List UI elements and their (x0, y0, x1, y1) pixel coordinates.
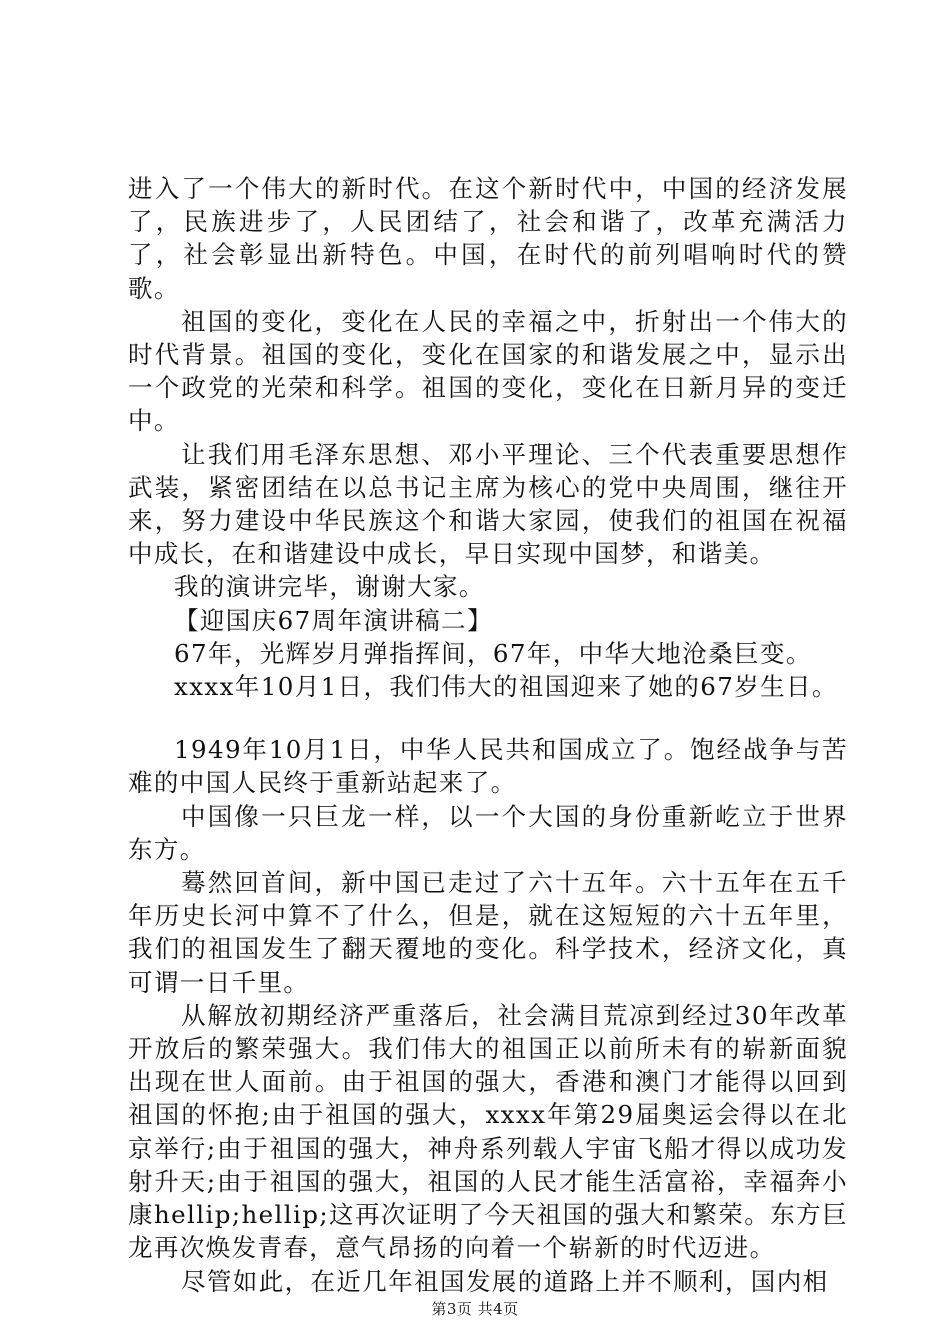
section-heading: 【迎国庆67周年演讲稿二】 (174, 605, 493, 635)
paragraph-continuation: 尽管如此，在近几年祖国发展的道路上并不顺利，国内相 (181, 1266, 829, 1296)
paragraph-call-to-action: 让我们用毛泽东思想、邓小平理论、三个代表重要思想作武装，紧密团结在以总书记主席为核心的党中央周围，继往开来，努力建设中华民族这个和谐大家园，使我们的祖国在祝福中成长，在和谐建设中成长，早日实现中国梦，和谐美。 (128, 439, 848, 569)
page-number-footer: 第3页 共4页 (431, 1300, 519, 1318)
paragraph-dragon: 中国像一只巨龙一样，以一个大国的身份重新屹立于世界东方。 (128, 801, 848, 864)
document-body (128, 172, 848, 1298)
paragraph-67-years: 67年，光辉岁月弹指挥间，67年，中华大地沧桑巨变。 (174, 638, 812, 668)
paragraph-reform: 从解放初期经济严重落后，社会满目荒凉到经过30年改革开放后的繁荣强大。我们伟大的祖国正以前所未有的崭新面貌出现在世人面前。由于祖国的强大，香港和澳门才能得以回到祖国的怀抱;由于祖国的强大，xxxx年第29届奥运会得以在北京举行;由于祖国的强大，神舟系列载人宇宙飞船才得以成功发射升天;由于祖国的强大，祖国的人民才能生活富裕，幸福奔小康hellip;hellip;这再次证明了今天祖国的强大和繁荣。东方巨龙再次焕发青春，意气昂扬的向着一个崭新的时代迈进。 (128, 1000, 848, 1263)
paragraph-motherland-changes: 祖国的变化，变化在人民的幸福之中，折射出一个伟大的时代背景。祖国的变化，变化在国家的和谐发展之中，显示出一个政党的光荣和科学。祖国的变化，变化在日新月异的变迁中。 (128, 306, 848, 436)
paragraph-closing: 我的演讲完毕，谢谢大家。 (174, 572, 485, 602)
paragraph-gap (128, 703, 848, 733)
paragraph-founding: 1949年10月1日，中华人民共和国成立了。饱经战争与苦难的中国人民终于重新站起来了。 (128, 735, 848, 798)
paragraph-sixty-five-years: 蓦然回首间，新中国已走过了六十五年。六十五年在五千年历史长河中算不了什么，但是，就在这短短的六十五年里，我们的祖国发生了翻天覆地的变化。科学技术，经济文化，真可谓一日千里。 (128, 868, 848, 997)
paragraph-new-era: 进入了一个伟大的新时代。在这个新时代中，中国的经济发展了，民族进步了，人民团结了，社会和谐了，改革充满活力了，社会彰显出新特色。中国，在时代的前列唱响时代的赞歌。 (128, 174, 848, 303)
paragraph-birthday: xxxx年10月1日，我们伟大的祖国迎来了她的67岁生日。 (174, 672, 838, 702)
